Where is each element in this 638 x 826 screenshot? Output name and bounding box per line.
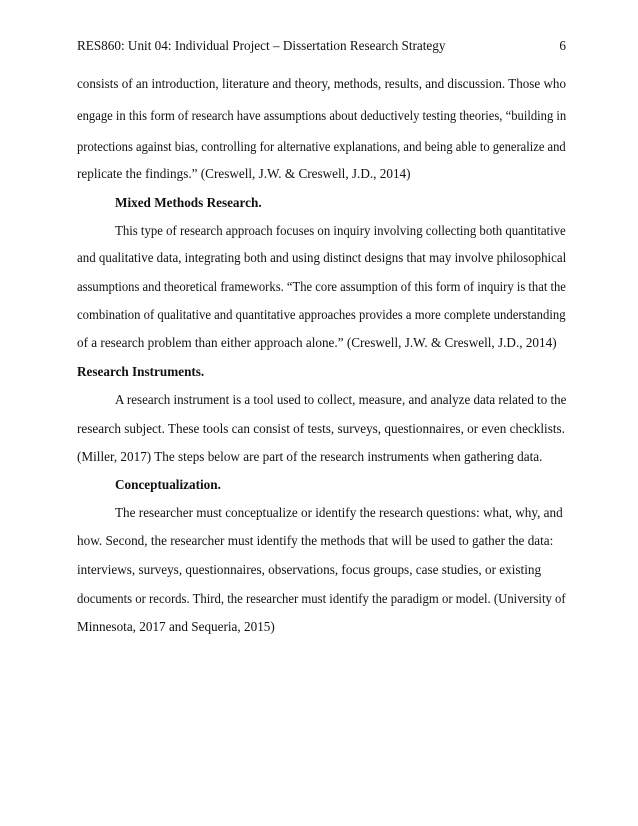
page-header — [77, 36, 566, 56]
body-line: (Miller, 2017) The steps below are part of the research instruments when gathering data. — [77, 449, 543, 464]
body-line: protections against bias, controlling for alternative explanations, and being able to generalize and — [77, 139, 566, 154]
body-line: interviews, surveys, questionnaires, observations, focus groups, case studies, or existing — [77, 562, 542, 577]
body-line: replicate the findings.” (Creswell, J.W. & Creswell, J.D., 2014) — [77, 166, 411, 181]
body-line: research subject. These tools can consist of tests, surveys, questionnaires, or even checklists. — [77, 421, 565, 436]
running-head: RES860: Unit 04: Individual Project – Dissertation Research Strategy — [77, 38, 446, 53]
body-line: A research instrument is a tool used to collect, measure, and analyze data related to the — [115, 392, 567, 407]
body-line: consists of an introduction, literature and theory, methods, results, and discussion. Those who — [77, 76, 566, 91]
body-line: The researcher must conceptualize or identify the research questions: what, why, and — [115, 505, 563, 520]
body-line: This type of research approach focuses on inquiry involving collecting both quantitative — [115, 223, 566, 238]
section-heading-mixed-methods: Mixed Methods Research. — [115, 195, 262, 210]
body-line: and qualitative data, integrating both and using distinct designs that may involve philosophical — [77, 250, 567, 265]
body-line: how. Second, the researcher must identify the methods that will be used to gather the data: — [77, 533, 554, 548]
body-line: engage in this form of research have assumptions about deductively testing theories, “building in — [77, 108, 567, 123]
section-heading-research-instruments: Research Instruments. — [77, 364, 205, 379]
body-line: combination of qualitative and quantitative approaches provides a more complete understanding — [77, 307, 566, 322]
section-heading-conceptualization: Conceptualization. — [115, 477, 221, 492]
body-line: of a research problem than either approach alone.” (Creswell, J.W. & Creswell, J.D., 2014) — [77, 335, 557, 350]
body-line: assumptions and theoretical frameworks. “The core assumption of this form of inquiry is that the — [77, 279, 566, 294]
page-number: 6 — [559, 38, 566, 53]
body-line: Minnesota, 2017 and Sequeria, 2015) — [77, 619, 275, 634]
body-line: documents or records. Third, the researcher must identify the paradigm or model. (University of — [77, 591, 566, 606]
